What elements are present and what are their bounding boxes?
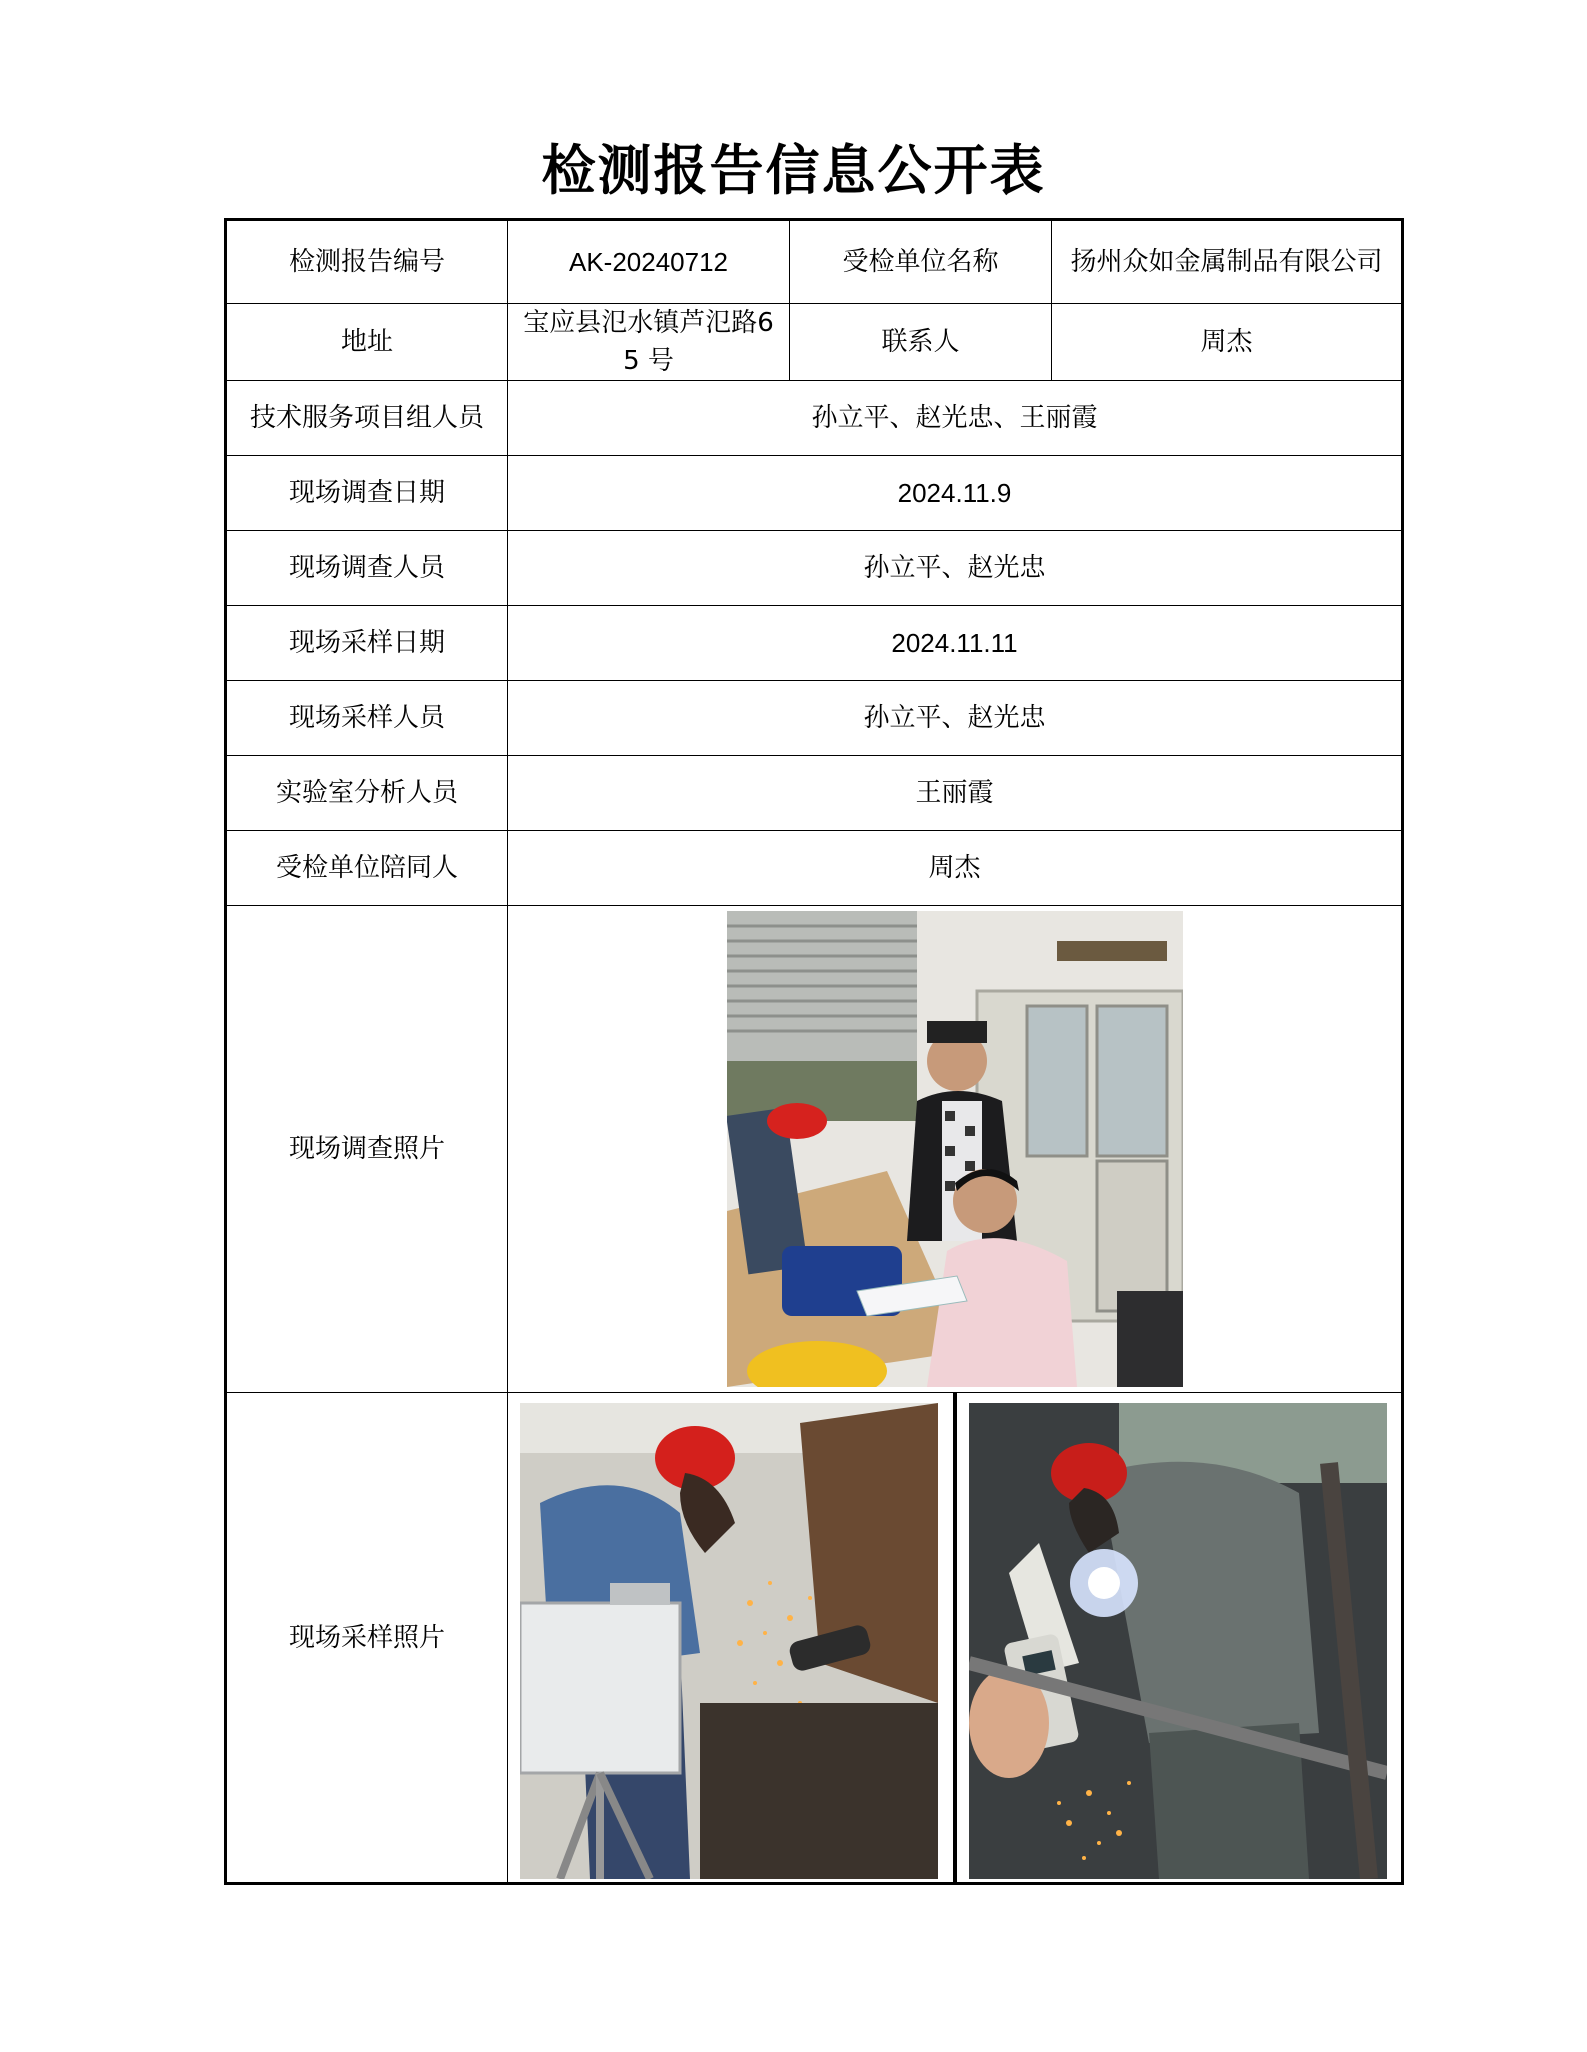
survey-photo-cell (508, 906, 1403, 1393)
table-row (226, 381, 1403, 456)
table-row (226, 531, 1403, 606)
sampling-photo-left (520, 1403, 938, 1879)
sampling-photo-right (969, 1403, 1387, 1879)
table-row (226, 220, 1403, 304)
report-no-label: 检测报告编号 (226, 220, 508, 304)
survey-staff-value: 孙立平、赵光忠 (508, 531, 1403, 606)
lab-staff-value: 王丽霞 (508, 756, 1403, 831)
sampling-photo-label: 现场采样照片 (226, 1393, 508, 1884)
contact-value: 周杰 (1052, 304, 1403, 381)
survey-date-label: 现场调查日期 (226, 456, 508, 531)
sampling-staff-label: 现场采样人员 (226, 681, 508, 756)
survey-date-value: 2024.11.9 (508, 456, 1403, 531)
sampling-date-label: 现场采样日期 (226, 606, 508, 681)
table-row (226, 456, 1403, 531)
contact-label: 联系人 (790, 304, 1052, 381)
lab-staff-label: 实验室分析人员 (226, 756, 508, 831)
sampling-staff-value: 孙立平、赵光忠 (508, 681, 1403, 756)
table-row (226, 831, 1403, 906)
team-value: 孙立平、赵光忠、王丽霞 (508, 381, 1403, 456)
address-value: 宝应县氾水镇芦氾路65 号 (508, 304, 790, 381)
table-row (226, 606, 1403, 681)
escort-value: 周杰 (508, 831, 1403, 906)
table-row (226, 756, 1403, 831)
unit-name-label: 受检单位名称 (790, 220, 1052, 304)
office-survey-illustration (727, 911, 1183, 1387)
welding-grinding-illustration (520, 1403, 938, 1879)
survey-staff-label: 现场调查人员 (226, 531, 508, 606)
table-row (226, 681, 1403, 756)
survey-photo-label: 现场调查照片 (226, 906, 508, 1393)
report-no-value: AK-20240712 (508, 220, 790, 304)
survey-photo (727, 911, 1183, 1387)
unit-name-value: 扬州众如金属制品有限公司 (1052, 220, 1403, 304)
page-title: 检测报告信息公开表 (541, 138, 1046, 202)
table-row (226, 1393, 1403, 1884)
sampling-photo-left-panel (508, 1393, 953, 1882)
table-row (226, 906, 1403, 1393)
table-row (226, 304, 1403, 381)
sampling-photo-cell (508, 1393, 1403, 1884)
welding-noise-meter-illustration (969, 1403, 1387, 1879)
address-label: 地址 (226, 304, 508, 381)
escort-label: 受检单位陪同人 (226, 831, 508, 906)
team-label: 技术服务项目组人员 (226, 381, 508, 456)
sampling-photo-right-panel (957, 1393, 1402, 1882)
sampling-date-value: 2024.11.11 (508, 606, 1403, 681)
report-info-table (224, 218, 1404, 1885)
